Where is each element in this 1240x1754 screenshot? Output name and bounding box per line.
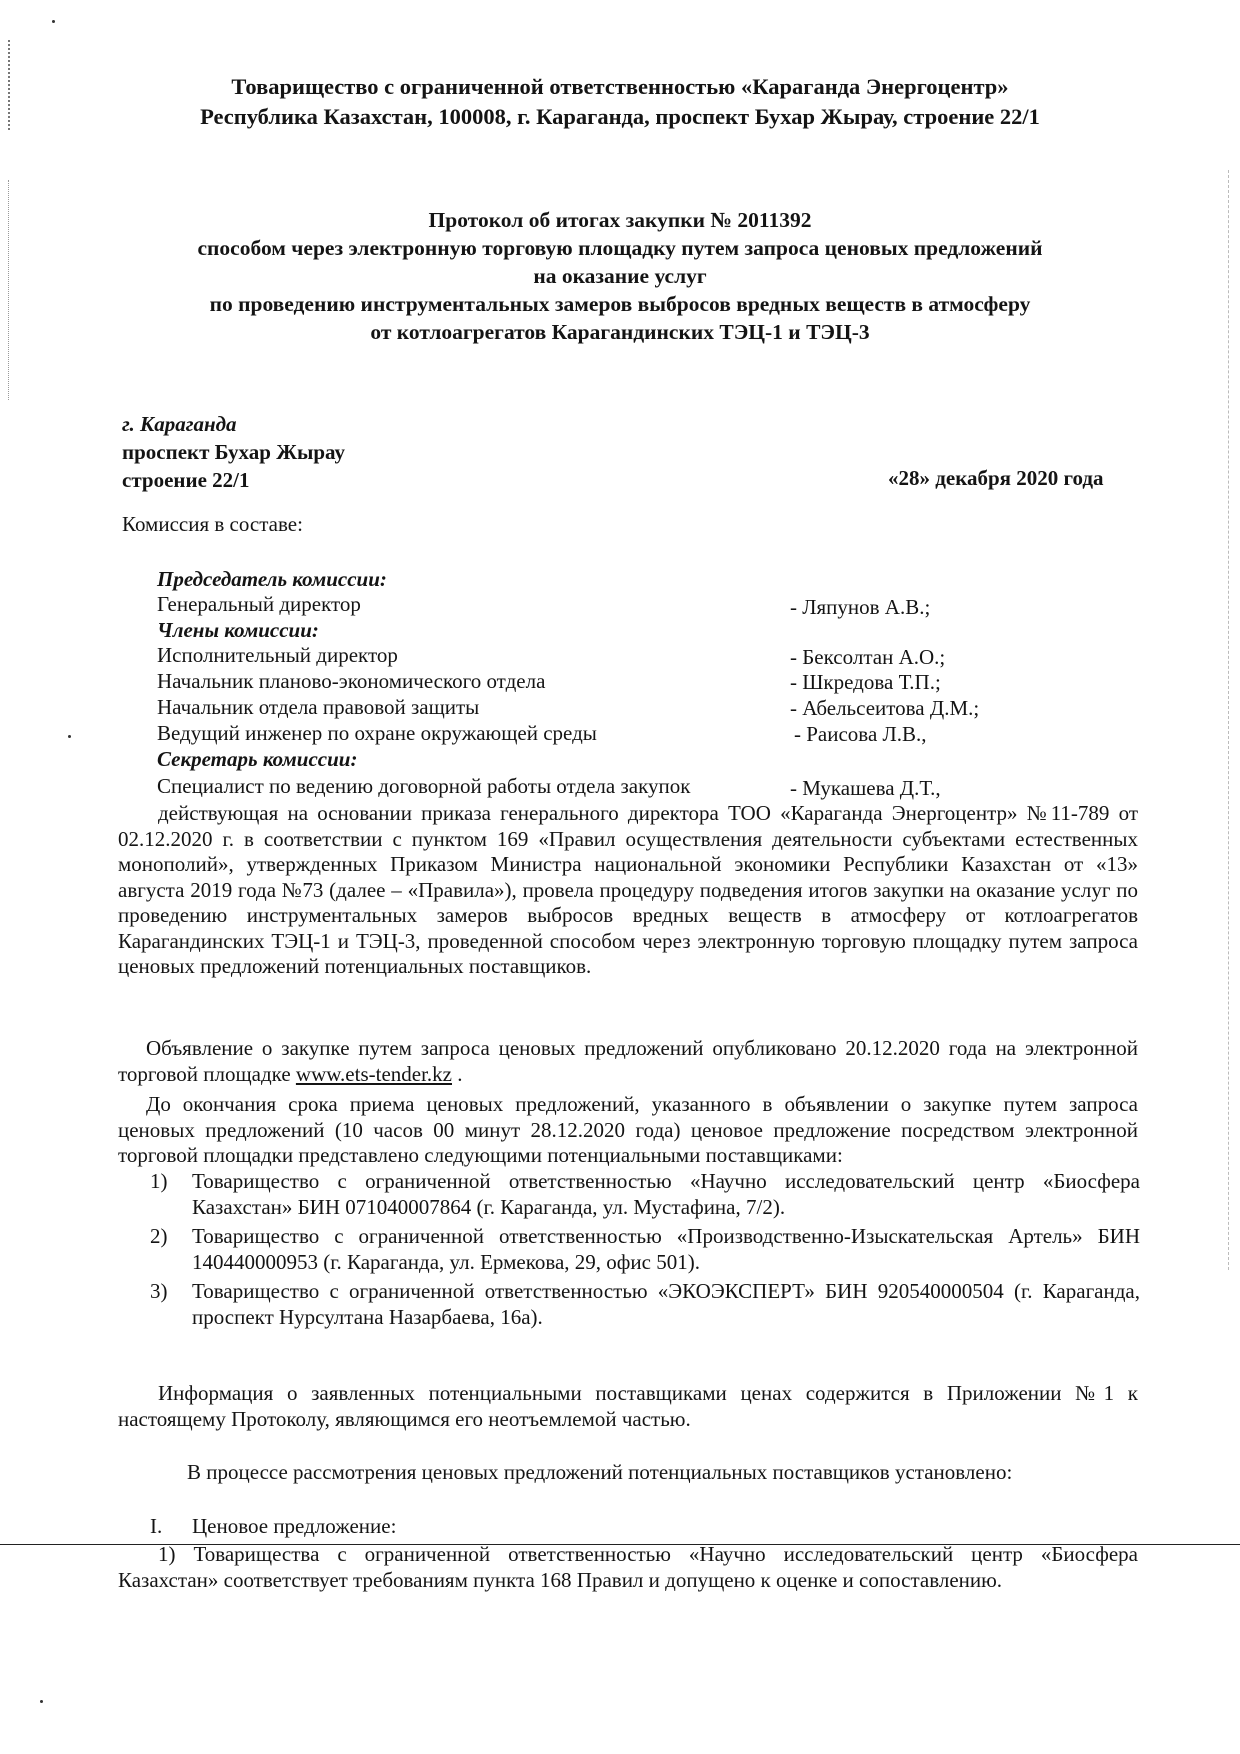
section-number: I. [150, 1514, 163, 1538]
list-item-number: 3) [150, 1279, 168, 1303]
announcement-end: . [452, 1061, 463, 1086]
place-block [122, 410, 345, 494]
secretary-heading: Секретарь комиссии: [157, 747, 358, 771]
list-item [150, 1279, 1140, 1330]
member-name: - Раисова Л.В., [794, 722, 927, 746]
section-title: Ценовое предложение: [192, 1514, 397, 1538]
scan-edge-mark [8, 180, 9, 400]
list-item [150, 1169, 1140, 1220]
scan-speck [40, 1700, 43, 1703]
protocol-subtitle: способом через электронную торговую площадку путем запроса ценовых предложений [197, 236, 1043, 260]
scan-edge-mark [1228, 170, 1229, 1270]
protocol-subtitle: на оказание услуг [533, 264, 707, 288]
company-address: Республика Казахстан, 100008, г. Караганда, проспект Бухар Жырау, строение 22/1 [200, 104, 1040, 129]
chair-role: Генеральный директор [157, 592, 361, 616]
member-role: Начальник отдела правовой защиты [157, 695, 480, 719]
list-item-number: 1) [150, 1169, 168, 1193]
list-item-text: Товарищество с ограниченной ответственностью «Научно исследовательский центр «Биосфера Казахстан» БИН 071040007864 (г. Караганда, ул. Мустафина, 7/2). [192, 1169, 1140, 1219]
place-street: проспект Бухар Жырау [122, 440, 345, 464]
acting-paragraph: действующая на основании приказа генерального директора ТОО «Караганда Энергоцентр» №11-789 от 02.12.2020 г. в соответствии с пунктом 169 «Правил осуществления деятельности субъектами естественных монополий», утвержденных Приказом Министра национальной экономики Республики Казахстан от «13» августа 2019 года №73 (далее – «Правила»), провела процедуру подведения итогов закупки на оказание услуг по проведению инструментальных замеров выбросов вредных веществ в атмосферу от котлоагрегатов Карагандинских ТЭЦ-1 и ТЭЦ-3, проведенной способом через электронную торговую площадку путем запроса ценовых предложений потенциальных поставщиков. [118, 801, 1138, 978]
member-name: - Бексолтан А.О.; [790, 645, 946, 669]
secretary-name: - Мукашева Д.Т., [790, 776, 941, 800]
list-item-text: Товарищество с ограниченной ответственностью «ЭКОЭКСПЕРТ» БИН 920540000504 (г. Караганда, проспект Нурсултана Назарбаева, 16а). [192, 1279, 1140, 1329]
chair-name: - Ляпунов А.В.; [790, 595, 931, 619]
commission-intro: Комиссия в составе: [122, 512, 303, 536]
place-building: строение 22/1 [122, 468, 250, 492]
list-item-number: 2) [150, 1224, 168, 1248]
protocol-subtitle: от котлоагрегатов Карагандинских ТЭЦ-1 и ТЭЦ-3 [370, 320, 870, 344]
secretary-role: Специалист по ведению договорной работы отдела закупок [157, 774, 691, 798]
member-role: Начальник планово-экономического отдела [157, 669, 546, 693]
member-name: - Абельсеитова Д.М.; [790, 696, 980, 720]
member-name: - Шкредова Т.П.; [790, 670, 941, 694]
ets-tender-link[interactable]: www.ets-tender.kz [295, 1061, 452, 1086]
info-paragraph: Информация о заявленных потенциальными поставщиками ценах содержится в Приложении №1 к настоящему Протоколу, являющимся его неотъемлемой частью. [118, 1381, 1138, 1431]
protocol-date: «28» декабря 2020 года [888, 466, 1104, 490]
deadline-paragraph: До окончания срока приема ценовых предложений, указанного в объявлении о закупке путем запроса ценовых предложений (10 часов 00 минут 28.12.2020 года) ценовое предложение посредством электронной торговой площадки представлено следующими потенциальными поставщиками: [118, 1092, 1138, 1167]
member-role: Исполнительный директор [157, 643, 398, 667]
scan-speck [68, 735, 71, 738]
list-item [150, 1224, 1140, 1275]
protocol-title: Протокол об итогах закупки № 2011392 [428, 208, 812, 232]
scan-speck [52, 20, 55, 23]
chair-heading: Председатель комиссии: [157, 567, 387, 591]
suppliers-list [150, 1169, 1140, 1334]
place-city: г. Караганда [122, 412, 237, 436]
finding-paragraph: 1) Товарищества с ограниченной ответственностью «Научно исследовательский центр «Биосфера Казахстан» соответствует требованиям пункта 168 Правил и допущено к оценке и сопоставлению. [118, 1542, 1138, 1592]
protocol-subtitle: по проведению инструментальных замеров выбросов вредных веществ в атмосферу [209, 292, 1031, 316]
list-item-text: Товарищество с ограниченной ответственностью «Производственно-Изыскательская Артель» БИН 140440000953 (г. Караганда, ул. Ермекова, 29, офис 501). [192, 1224, 1140, 1274]
announcement-text: Объявление о закупке путем запроса ценовых предложений опубликовано 20.12.2020 года на электронной торговой площадке [118, 1036, 1138, 1086]
company-name: Товарищество с ограниченной ответственностью «Караганда Энергоцентр» [231, 74, 1009, 99]
members-heading: Члены комиссии: [157, 618, 319, 642]
review-statement: В процессе рассмотрения ценовых предложений потенциальных поставщиков установлено: [187, 1460, 1013, 1484]
member-role: Ведущий инженер по охране окружающей среды [157, 721, 597, 745]
announcement-paragraph [118, 1036, 1138, 1087]
